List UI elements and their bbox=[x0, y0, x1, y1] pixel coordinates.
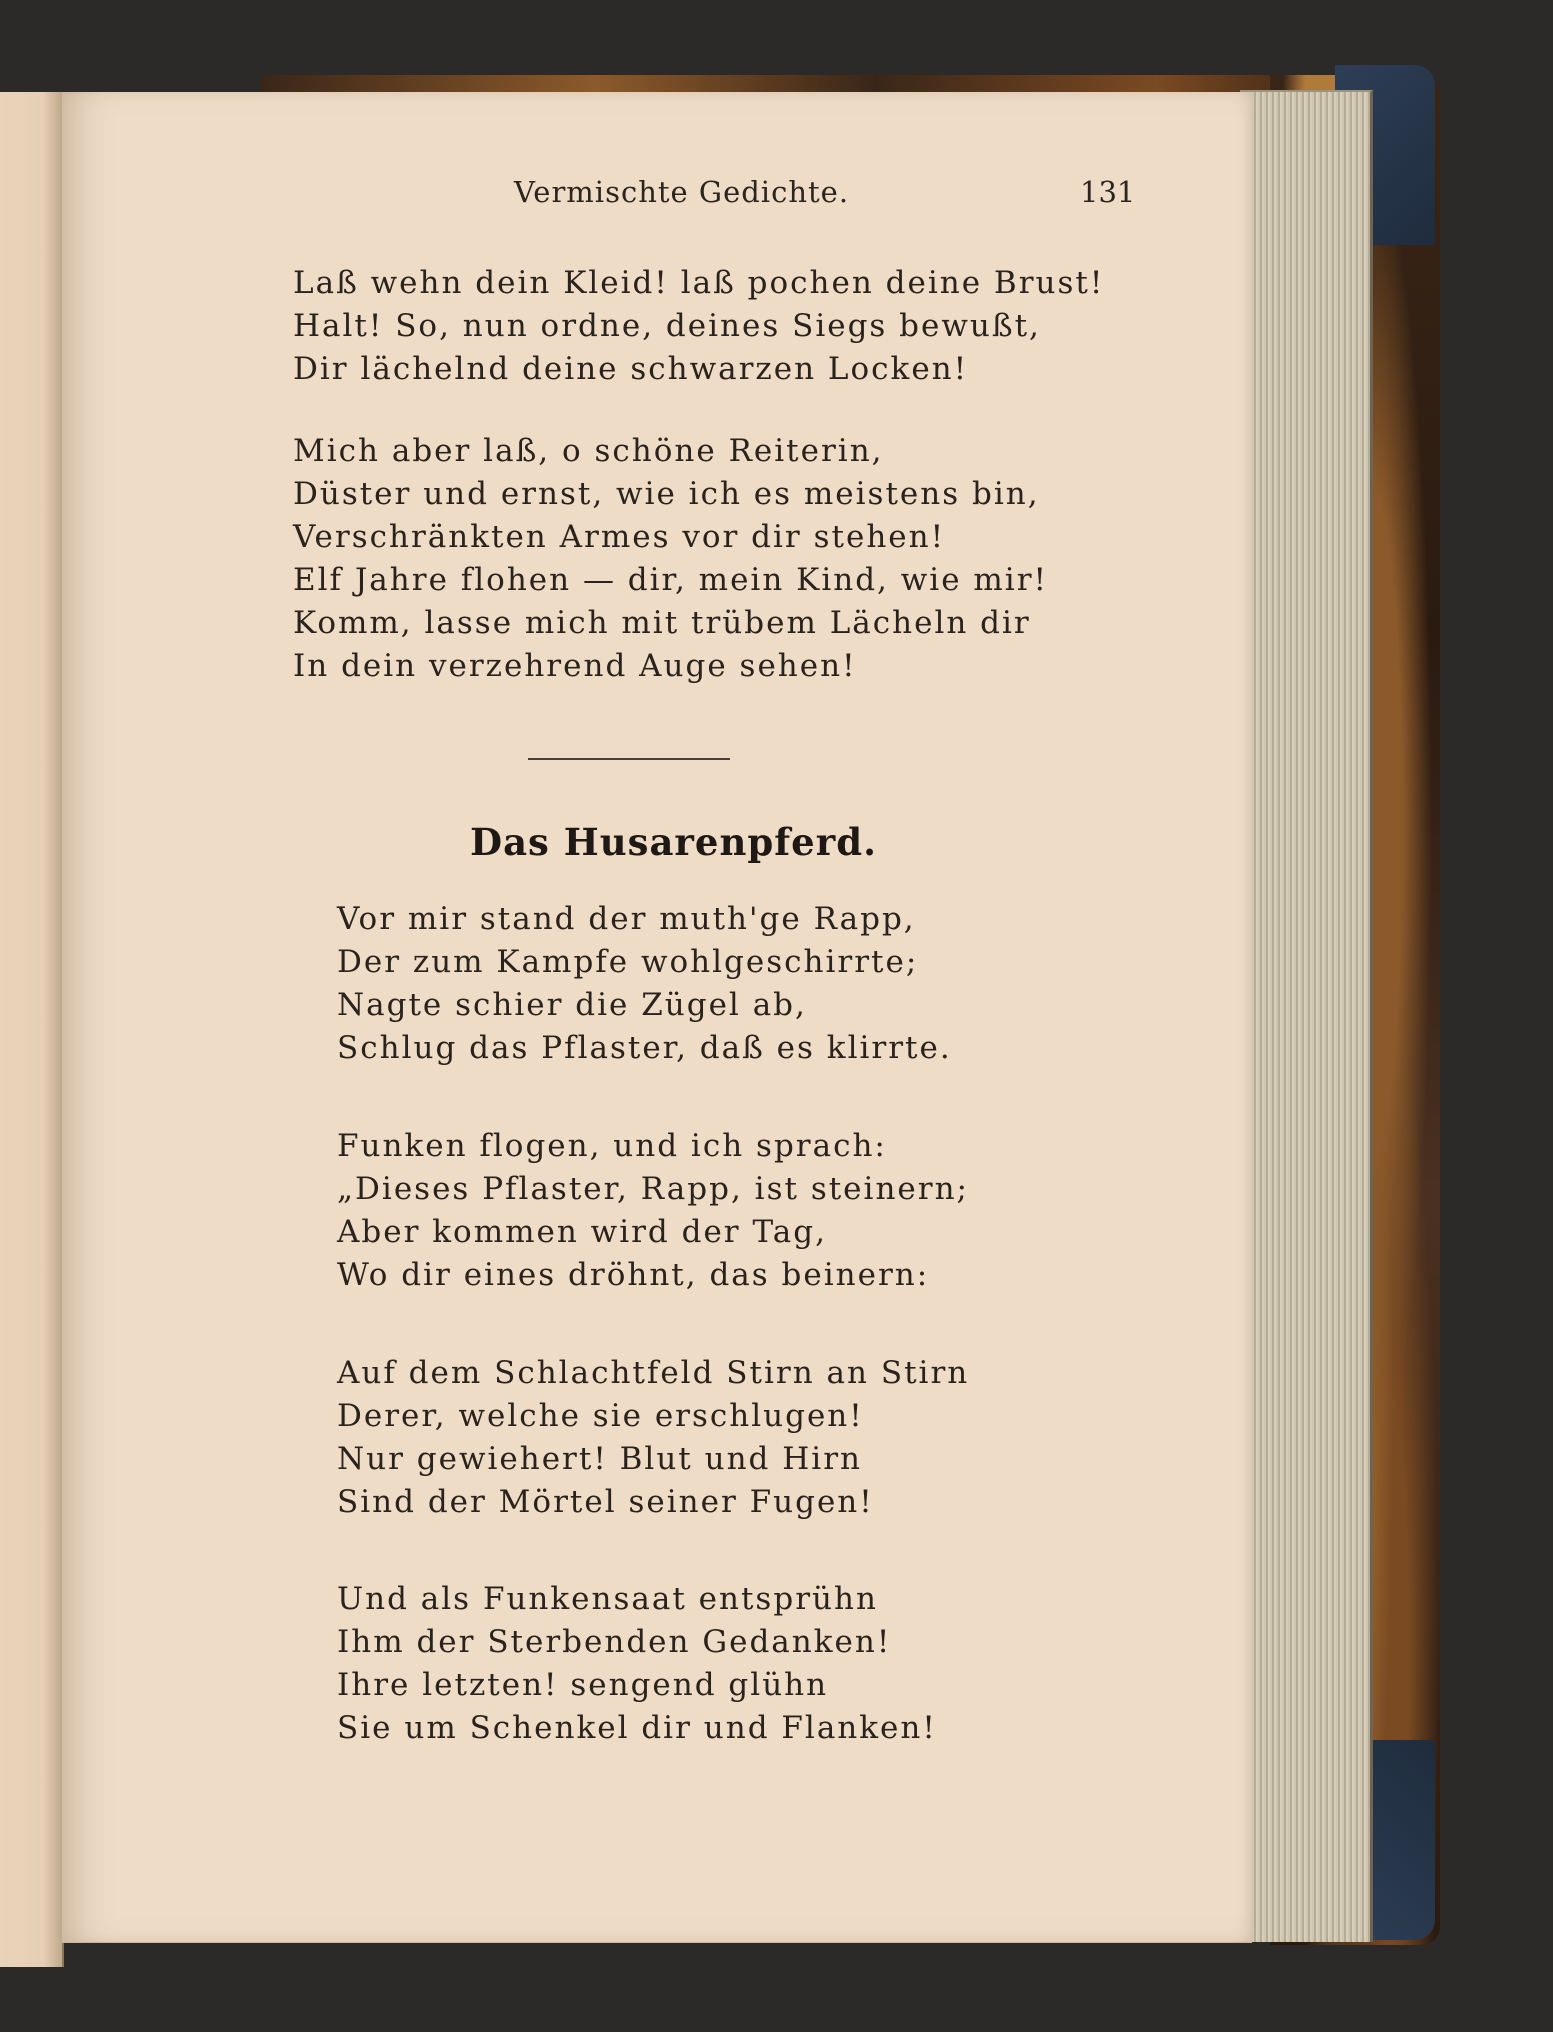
verse-line: „Dieses Pflaster, Rapp, ist steinern; bbox=[337, 1171, 969, 1207]
running-title: Vermischte Gedichte. bbox=[514, 175, 850, 209]
stanza-1 bbox=[337, 898, 952, 1070]
verse-line: Und als Funkensaat entsprühn bbox=[337, 1581, 878, 1617]
page-number: 131 bbox=[1080, 175, 1136, 209]
verse-line: Funken flogen, und ich sprach: bbox=[337, 1128, 887, 1164]
verse-line: Nagte schier die Zügel ab, bbox=[337, 987, 807, 1023]
verse-line: Schlug das Pflaster, daß es klirrte. bbox=[337, 1030, 952, 1066]
page-block-edges bbox=[1240, 90, 1373, 1942]
stanza-previous-2 bbox=[293, 430, 1048, 688]
verse-line: Nur gewiehert! Blut und Hirn bbox=[337, 1441, 862, 1477]
verse-line: Auf dem Schlachtfeld Stirn an Stirn bbox=[337, 1355, 970, 1391]
verse-line: Wo dir eines dröhnt, das beinern: bbox=[337, 1257, 930, 1293]
verse-line: Der zum Kampfe wohlgeschirrte; bbox=[337, 944, 919, 980]
verse-line: Dir lächelnd deine schwarzen Locken! bbox=[293, 351, 969, 387]
verse-line: Laß wehn dein Kleid! laß pochen deine Brust! bbox=[293, 265, 1105, 301]
verse-line: Verschränkten Armes vor dir stehen! bbox=[293, 519, 946, 555]
verse-line: Derer, welche sie erschlugen! bbox=[337, 1398, 864, 1434]
verse-line: Ihm der Sterbenden Gedanken! bbox=[337, 1624, 892, 1660]
verse-line: Halt! So, nun ordne, deines Siegs bewußt, bbox=[293, 308, 1041, 344]
left-page-edge bbox=[0, 92, 64, 1967]
verse-line: Ihre letzten! sengend glühn bbox=[337, 1667, 829, 1703]
verse-line: Aber kommen wird der Tag, bbox=[337, 1214, 827, 1250]
verse-line: Düster und ernst, wie ich es meistens bin, bbox=[293, 476, 1040, 512]
section-divider bbox=[528, 758, 730, 760]
stanza-2 bbox=[337, 1125, 969, 1297]
verse-line: Komm, lasse mich mit trübem Lächeln dir bbox=[293, 605, 1031, 641]
verse-line: Sie um Schenkel dir und Flanken! bbox=[337, 1710, 937, 1746]
verse-line: Elf Jahre flohen — dir, mein Kind, wie mir! bbox=[293, 562, 1048, 598]
verse-line: Sind der Mörtel seiner Fugen! bbox=[337, 1484, 874, 1520]
verse-line: Vor mir stand der muth'ge Rapp, bbox=[337, 901, 916, 937]
stanza-previous-1 bbox=[293, 262, 1104, 391]
verse-line: In dein verzehrend Auge sehen! bbox=[293, 648, 857, 684]
verse-line: Mich aber laß, o schöne Reiterin, bbox=[293, 433, 884, 469]
poem-title: Das Husarenpferd. bbox=[470, 820, 877, 864]
stanza-3 bbox=[337, 1352, 969, 1524]
stanza-4 bbox=[337, 1578, 937, 1750]
